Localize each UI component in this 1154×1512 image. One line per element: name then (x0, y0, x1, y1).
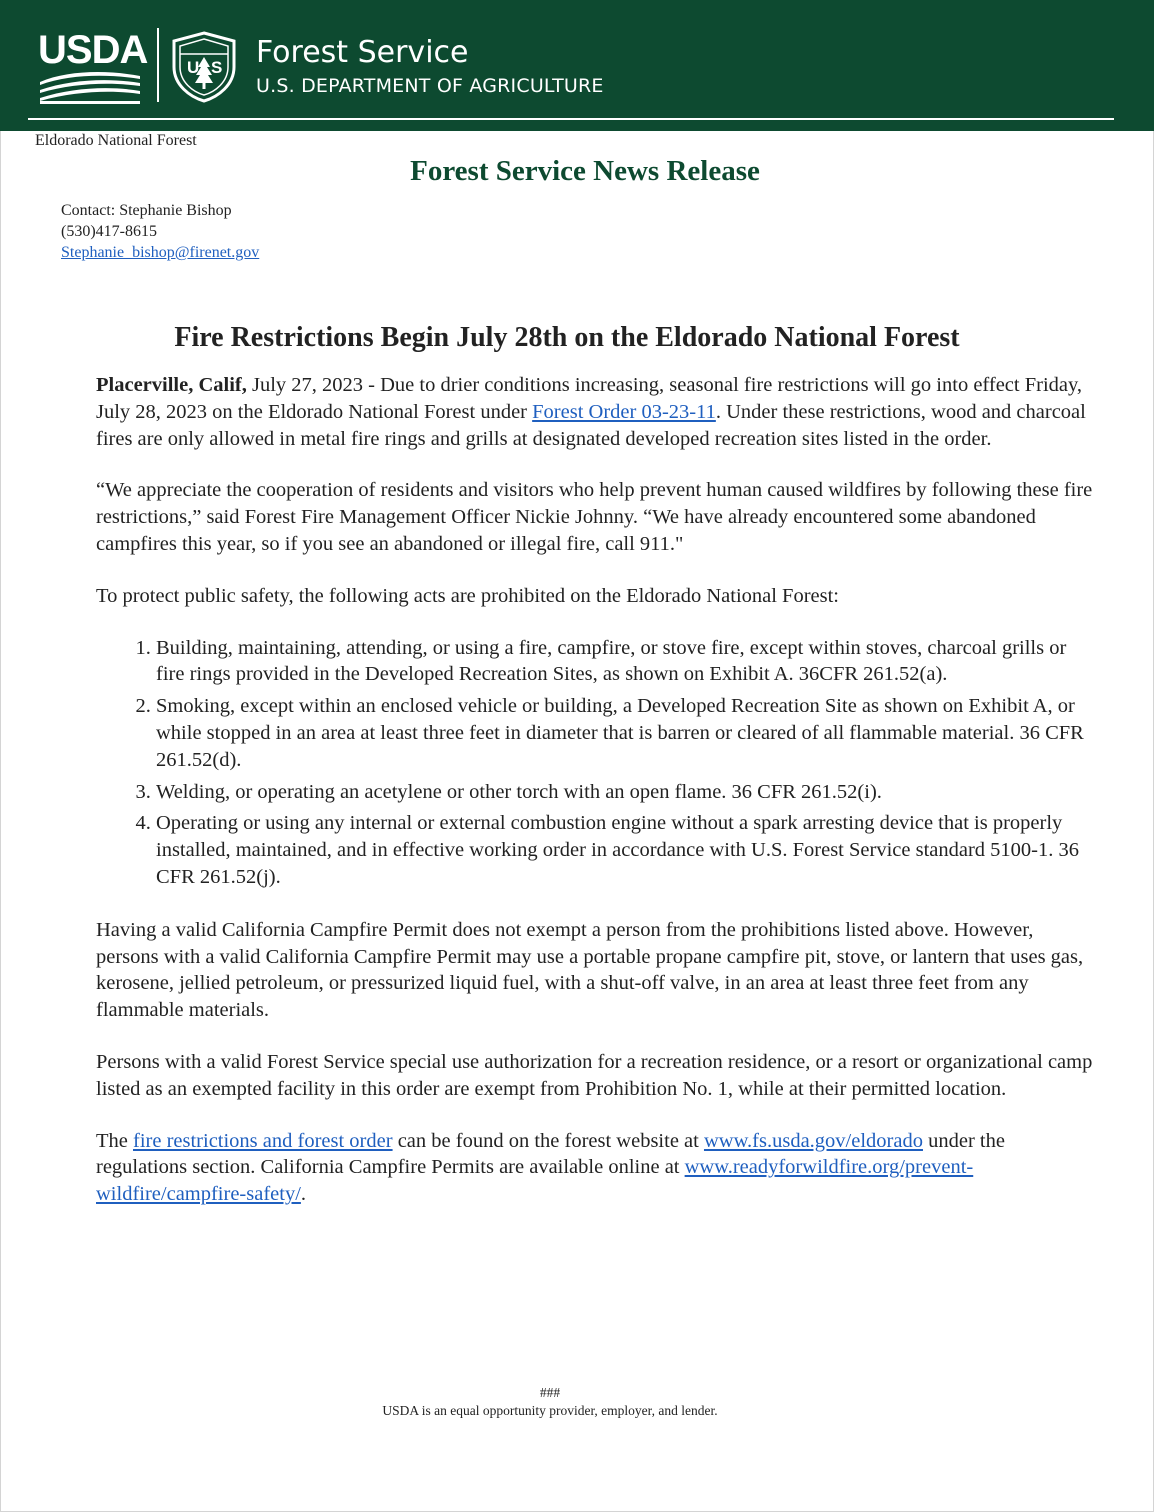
paragraph-2: “We appreciate the cooperation of residents and visitors who help prevent human caused wildfires by following these fire restrictions,” said Forest Fire Management Officer Nickie Johnny. “We have already encountered some abandoned campfires this year, so if you see an abandoned or illegal fire, call 911." (96, 479, 1093, 555)
header-banner (0, 0, 1154, 131)
svg-text:U: U (187, 58, 200, 77)
usda-hills-icon (38, 70, 142, 104)
prohibitions-list (96, 635, 1096, 891)
prohibition-item: 3. Welding, or operating an acetylene or other torch with an open flame. 36 CFR 261.52(i). (156, 779, 1096, 806)
fire-restrictions-link[interactable]: fire restrictions and forest order (133, 1129, 393, 1152)
footer (0, 1384, 1100, 1420)
article-body (96, 372, 1096, 1233)
contact-name: Contact: Stephanie Bishop (61, 202, 232, 219)
banner-rule (28, 118, 1114, 120)
prohibition-item: 4. Operating or using any internal or external combustion engine without a spark arresting device that is properly installed, maintained, and in effective working order in accordance with U.S. Forest Service standard 5100-1. 36 CFR 261.52(j). (156, 810, 1096, 890)
forest-name: Eldorado National Forest (35, 132, 197, 149)
prohibition-item: 1. Building, maintaining, attending, or using a fire, campfire, or stove fire, except within stoves, charcoal grills or fire rings provided in the Developed Recreation Sites, as shown on Exhibit A. 36CFR 261.52(a). (156, 635, 1096, 689)
svg-text:S: S (211, 58, 223, 77)
eldorado-website-link[interactable]: www.fs.usda.gov/eldorado (703, 1129, 923, 1152)
contact-block (61, 200, 259, 263)
paragraph-3: To protect public safety, the following acts are prohibited on the Eldorado National Forest: (96, 584, 840, 607)
release-title: Forest Service News Release (410, 155, 760, 187)
agency-name: Forest Service (256, 35, 469, 70)
logo-divider (157, 28, 159, 102)
paragraph-5: Persons with a valid Forest Service special use authorization for a recreation residence, or a resort or organizational camp listed as an exempted facility in this order are exempt from Prohibition No. 1, while at their permitted location. (96, 1050, 1093, 1100)
contact-email-link[interactable]: Stephanie_bishop@firenet.gov (61, 244, 260, 261)
paragraph-4: Having a valid California Campfire Permit does not exempt a person from the prohibitions listed above. However, persons with a valid California Campfire Permit may use a portable propane campfire pit, stove, or lantern that uses gas, kerosene, jellied petroleum, or pressurized liquid fuel, with a shut-off valve, in an area at least three feet from any flammable materials. (96, 918, 1084, 1022)
end-marks: ### (539, 1385, 561, 1400)
dateline: Placerville, Calif, (96, 374, 247, 396)
equal-opportunity-notice: USDA is an equal opportunity provider, employer, and lender. (382, 1403, 718, 1418)
department-name: U.S. DEPARTMENT OF AGRICULTURE (256, 75, 604, 97)
paragraph-1: Placerville, Calif, July 27, 2023 - Due to drier conditions increasing, seasonal fire restrictions will go into effect Friday, July 28, 2023 on the Eldorado National Forest under Forest Order 03-23-11. Under these restrictions, wood and charcoal fires are only allowed in metal fire rings and grills at designated developed recreation sites listed in the order. (96, 374, 1086, 450)
campfire-safety-link[interactable]: www.readyforwildfire.org/prevent-wildfire/campfire-safety/ (96, 1156, 974, 1206)
usda-wordmark: USDA (38, 28, 148, 72)
usda-logo (38, 28, 148, 106)
prohibition-item: 2. Smoking, except within an enclosed vehicle or building, a Developed Recreation Site as shown on Exhibit A, or while stopped in an area at least three feet in diameter that is barren or cleared of all flammable material. 36 CFR 261.52(d). (156, 693, 1096, 773)
forest-service-shield-icon (170, 31, 238, 103)
headline: Fire Restrictions Begin July 28th on the Eldorado National Forest (174, 322, 960, 353)
contact-phone: (530)417-8615 (61, 223, 157, 240)
forest-order-link[interactable]: Forest Order 03-23-11 (532, 400, 716, 423)
paragraph-6: The fire restrictions and forest order can be found on the forest website at www.fs.usda.gov/eldorado under the regulations section. California Campfire Permits are available online at www.readyforwildfire.org/prevent-wildfire/campfire-safety/. (96, 1129, 1005, 1206)
